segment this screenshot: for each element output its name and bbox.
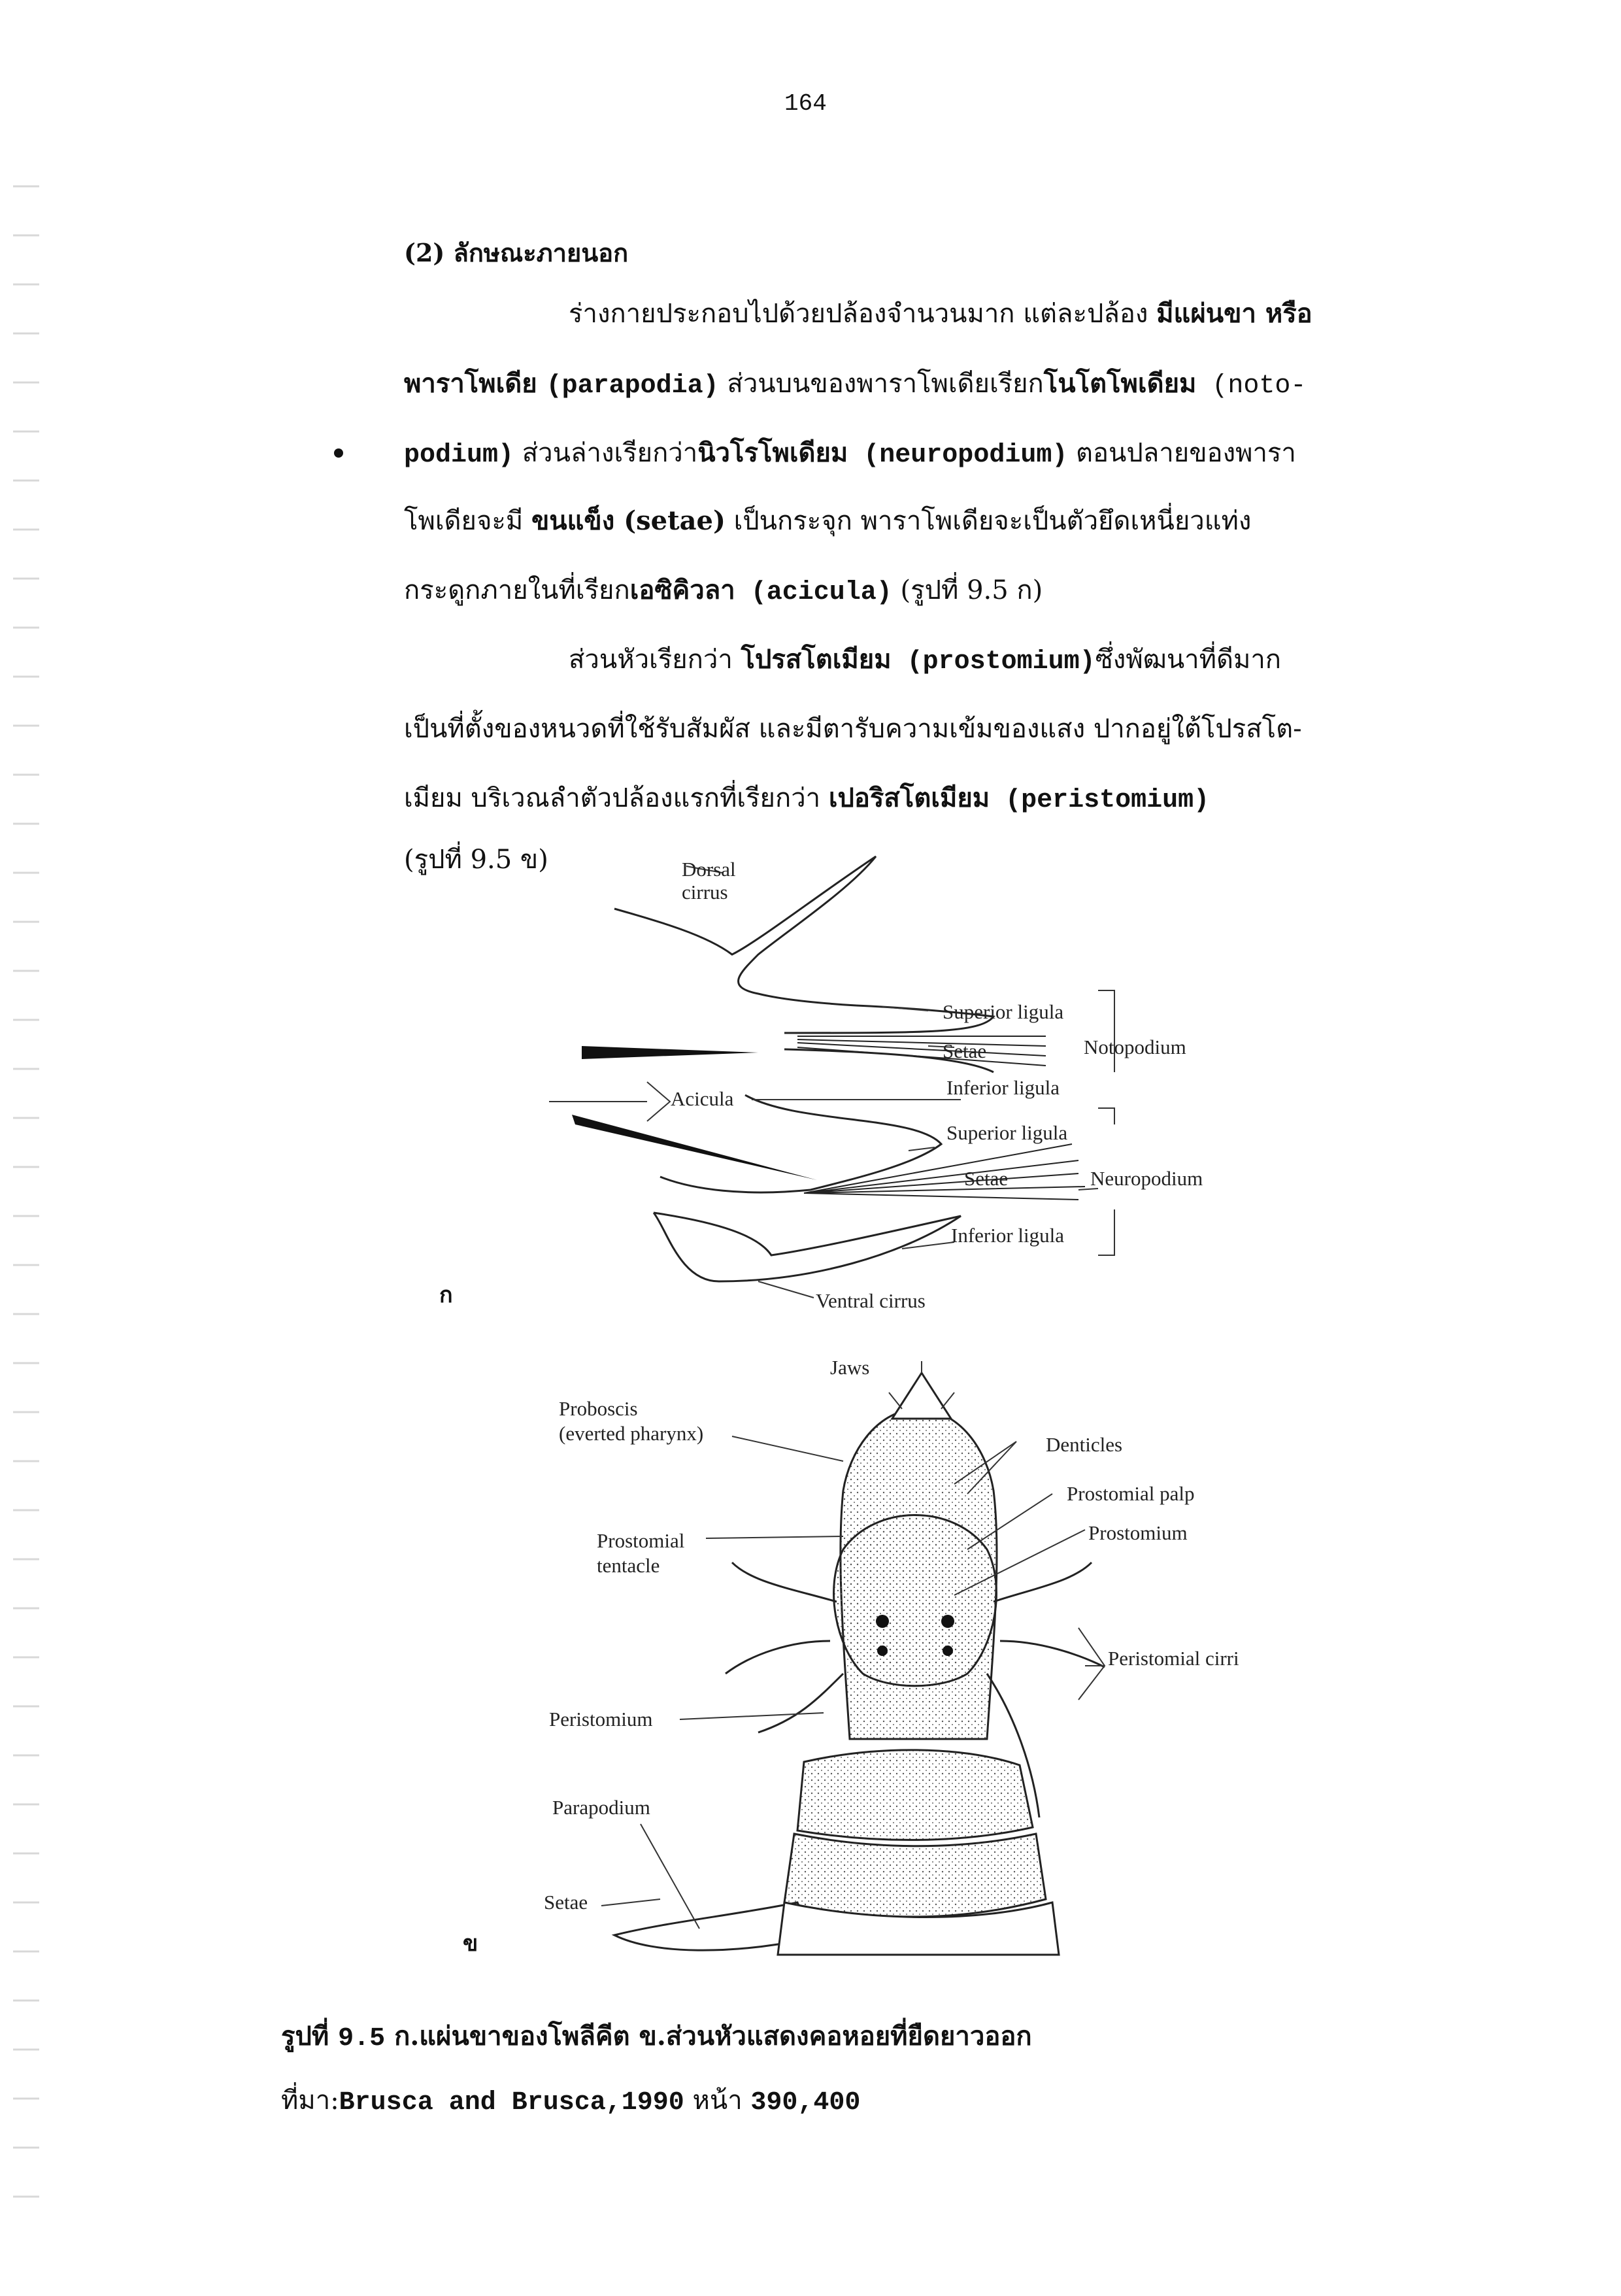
jaws-shape	[892, 1373, 951, 1419]
label-peristomium: Peristomium	[549, 1708, 653, 1730]
para2-line3	[404, 782, 1209, 817]
para2-line1	[569, 643, 1281, 679]
label-proboscis-1: Proboscis	[559, 1397, 638, 1420]
label-prostomium: Prostomium	[1088, 1521, 1188, 1544]
text-run: เป็นกระจุก พาราโพเดียจะเป็นตัวยึดเหนี่ยวแท่ง	[725, 506, 1252, 536]
label-setae: Setae	[544, 1891, 588, 1914]
figure-b-sublabel: ข	[463, 1931, 478, 1957]
figure-b-head	[536, 1347, 1294, 1961]
label-dorsal-cirrus-2: cirrus	[682, 881, 728, 903]
segment-1	[797, 1750, 1033, 1840]
text-run: ร่างกายประกอบไปด้วยปล้องจำนวนมาก แต่ละปล้อง	[569, 299, 1157, 329]
label-dorsal-cirrus-1: Dorsal	[682, 858, 736, 881]
label-superior-ligula-2: Superior ligula	[946, 1121, 1068, 1144]
text-run: มีแผ่นขา หรือ	[1156, 298, 1312, 329]
text-run: เมียม บริเวณลำตัวปล้องแรกที่เรียกว่า	[404, 783, 829, 813]
label-jaws: Jaws	[830, 1356, 870, 1379]
label-inferior-ligula-1: Inferior ligula	[946, 1076, 1060, 1099]
label-setae-1: Setae	[943, 1039, 987, 1062]
text-run: กระดูกภายในที่เรียก	[404, 575, 630, 605]
label-prostomial-tentacle-2: tentacle	[597, 1554, 660, 1577]
cirrus-left-1	[732, 1562, 837, 1602]
text-run: โปรสโตเมียม	[741, 644, 892, 675]
label-superior-ligula-1: Superior ligula	[943, 1000, 1064, 1023]
text-run: ส่วนล่างเรียกว่า	[514, 438, 698, 468]
text-run: เปอริสโตเมียม (peristomium)	[828, 786, 1210, 815]
cirrus-left-3	[758, 1674, 843, 1732]
label-parapodium: Parapodium	[552, 1796, 650, 1819]
para1-line3	[404, 437, 1296, 472]
text-run: podium)	[404, 441, 514, 470]
text-run: (รูปที่ 9.5 ก)	[892, 575, 1043, 605]
para1-line4	[404, 505, 1251, 537]
label-ventral-cirrus: Ventral cirrus	[816, 1289, 926, 1312]
text-run: ขนแข็ง (setae)	[531, 505, 726, 536]
label-notopodium: Notopodium	[1084, 1036, 1186, 1058]
acicula-lower	[572, 1115, 817, 1180]
label-inferior-ligula-2: Inferior ligula	[951, 1224, 1065, 1247]
dorsal-cirrus-outline	[614, 856, 876, 1005]
text-run: ที่มา:	[281, 2085, 339, 2116]
cirrus-right-2	[1000, 1641, 1105, 1667]
segment-2	[784, 1834, 1046, 1917]
prostomium	[834, 1515, 997, 1686]
text-run: โนโตโพเดียม	[1043, 368, 1197, 399]
label-setae-2: Setae	[964, 1167, 1009, 1190]
text-run: (acicula)	[735, 578, 892, 607]
para2-line2: เป็นที่ตั้งของหนวดที่ใช้รับสัมผัส และมีตารับความเข้มของแสง ปากอยู่ใต้โปรสโต-	[404, 714, 1302, 744]
text-run: ซึ่งพัฒนาที่ดีมาก	[1095, 645, 1282, 675]
neuropodium-setae	[804, 1144, 1085, 1200]
figure-source-line	[281, 2079, 860, 2121]
text-run: ตอนปลายของพารา	[1067, 438, 1296, 468]
acicula-upper	[582, 1046, 758, 1059]
para1-line2	[404, 367, 1306, 403]
text-run: นิวโรโพเดียม	[697, 437, 848, 468]
text-run: พาราโพเดีย	[404, 368, 546, 399]
label-neuropodium: Neuropodium	[1090, 1167, 1203, 1190]
label-denticles: Denticles	[1046, 1433, 1123, 1456]
para2-line4: (รูปที่ 9.5 ข)	[404, 845, 548, 875]
page-number: 164	[784, 90, 827, 117]
figure-caption-line1	[281, 2015, 1032, 2057]
text-run: 390,400	[750, 2088, 861, 2118]
para1-line5	[404, 574, 1043, 609]
text-run: Brusca and Brusca,1990	[339, 2088, 684, 2118]
label-acicula: Acicula	[671, 1087, 734, 1110]
text-run: ส่วนบนของพาราโพเดียเรียก	[718, 369, 1044, 399]
label-proboscis-2: (everted pharynx)	[559, 1422, 704, 1445]
figure-a-parapodium	[510, 837, 1307, 1321]
text-run: (noto-	[1196, 371, 1307, 401]
section-heading: (2) ลักษณะภายนอก	[404, 238, 629, 267]
text-run: (neuropodium)	[848, 441, 1068, 470]
para1-line1	[569, 297, 1312, 330]
label-prostomial-palp: Prostomial palp	[1067, 1482, 1195, 1505]
text-run: หน้า	[684, 2085, 751, 2116]
text-run: 9.5	[338, 2024, 386, 2053]
figure-a-sublabel: ก	[439, 1282, 453, 1308]
text-run: ส่วนหัวเรียกว่า	[569, 645, 741, 675]
text-run: (parapodia)	[546, 371, 719, 401]
text-run: (prostomium)	[891, 647, 1095, 677]
text-run: โพเดียจะมี	[404, 506, 531, 536]
label-prostomial-tentacle-1: Prostomial	[597, 1529, 685, 1552]
text-run: เอซิคิวลา	[629, 575, 735, 605]
text-run: รูปที่	[281, 2021, 339, 2051]
label-peristomial-cirri: Peristomial cirri	[1108, 1647, 1239, 1670]
cirrus-left-2	[726, 1641, 830, 1674]
text-run: ก.แผ่นขาของโพลีคีต ข.ส่วนหัวแสดงคอหอยที่ยืดยาวออก	[385, 2021, 1032, 2051]
